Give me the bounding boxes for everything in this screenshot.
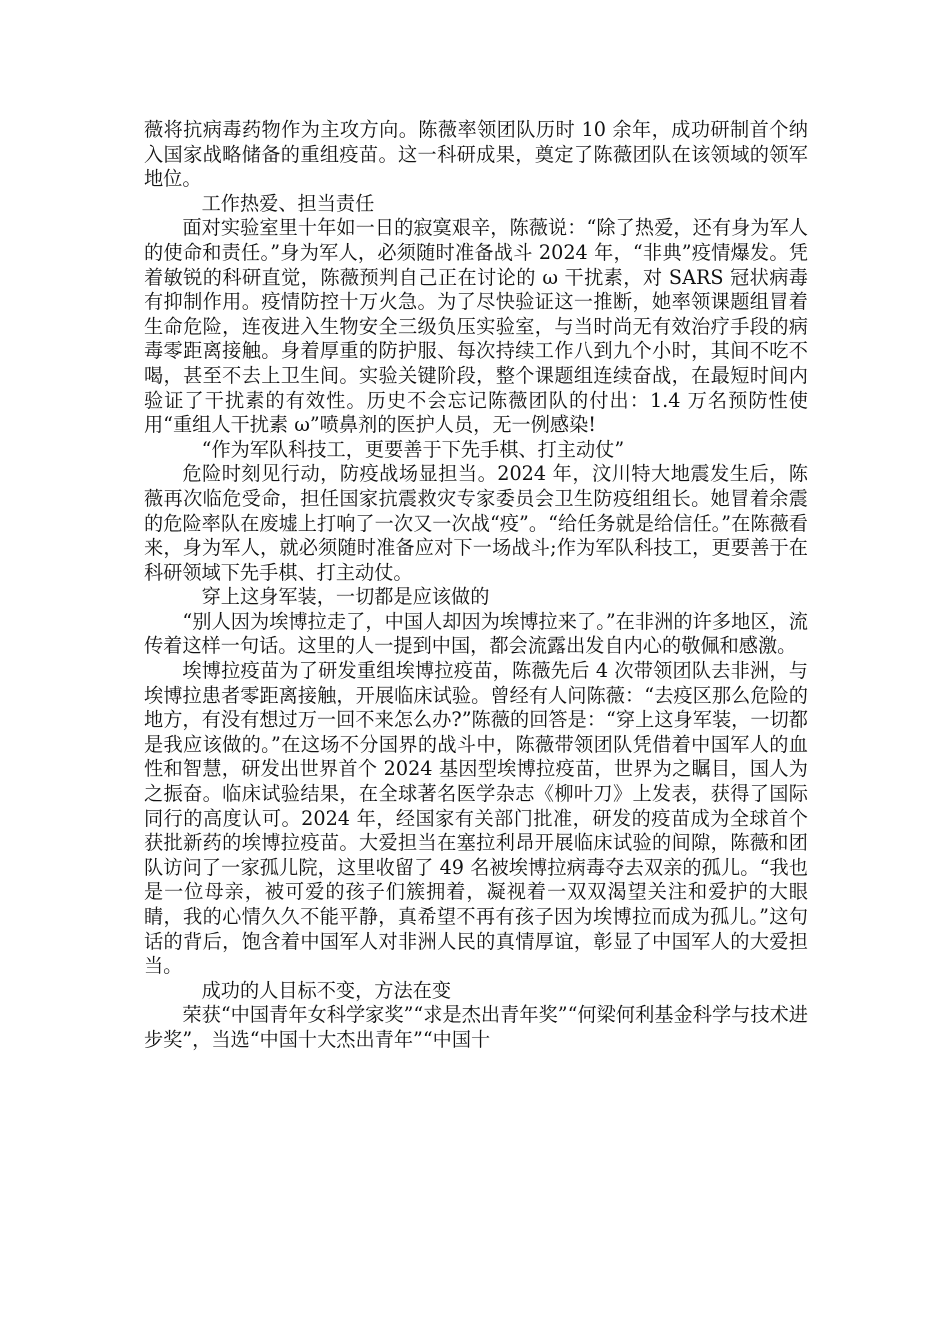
body-paragraph: 埃博拉疫苗为了研发重组埃博拉疫苗，陈薇先后 4 次带领团队去非洲，与埃博拉患者零距离接触，开展临床试验。曾经有人问陈薇：“去疫区那么危险的地方，有没有想过万一回不来怎么办?”陈薇的回答是：“穿上这身军装，一切都是我应该做的。”在这场不分国界的战斗中，陈薇带领团队凭借着中国军人的血性和智慧，研发出世界首个 2024 基因型埃博拉疫苗，世界为之瞩目，国人为之振奋。临床试验结果，在全球著名医学杂志《柳叶刀》上发表，获得了国际同行的高度认可。2024 年，经国家有关部门批准，研发的疫苗成为全球首个获批新药的埃博拉疫苗。大爱担当在塞拉利昂开展临床试验的间隙，陈薇和团队访问了一家孤儿院，这里收留了 49 名被埃博拉病毒夺去双亲的孤儿。“我也是一位母亲，被可爱的孩子们簇拥着，凝视着一双双渴望关注和爱护的大眼睛，我的心情久久不能平静，真希望不再有孩子因为埃博拉而成为孤儿。”这句话的背后，饱含着中国军人对非洲人民的真情厚谊，彰显了中国军人的大爱担当。 bbox=[144, 659, 808, 978]
section-heading: 工作热爱、担当责任 bbox=[201, 191, 375, 215]
body-paragraph: 危险时刻见行动，防疫战场显担当。2024 年，汶川特大地震发生后，陈薇再次临危受命，担任国家抗震救灾专家委员会卫生防疫组组长。她冒着余震的危险率队在废墟上打响了一次又一次战“疫”。“给任务就是给信任。”在陈薇看来，身为军人，就必须随时准备应对下一场战斗;作为军队科技工，更要善于在科研领域下先手棋、打主动仗。 bbox=[144, 462, 808, 584]
document-page bbox=[144, 118, 808, 1053]
body-paragraph: “别人因为埃博拉走了，中国人却因为埃博拉来了。”在非洲的许多地区，流传着这样一句话。这里的人一提到中国，都会流露出发自内心的敬佩和感激。 bbox=[144, 609, 808, 658]
body-paragraph: 面对实验室里十年如一日的寂寞艰辛，陈薇说：“除了热爱，还有身为军人的使命和责任。”身为军人，必须随时准备战斗 2024 年，“非典”疫情爆发。凭着敏锐的科研直觉，陈薇预判自己正在讨论的 ω 干扰素，对 SARS 冠状病毒有抑制作用。疫情防控十万火急。为了尽快验证这一推断，她率领课题组冒着生命危险，连夜进入生物安全三级负压实验室，与当时尚无有效治疗手段的病毒零距离接触。身着厚重的防护服、每次持续工作八到九个小时，其间不吃不喝，甚至不去上卫生间。实验关键阶段，整个课题组连续奋战，在最短时间内验证了干扰素的有效性。历史不会忘记陈薇团队的付出：1.4 万名预防性使用“重组人干扰素 ω”喷鼻剂的医护人员，无一例感染! bbox=[144, 216, 808, 437]
section-heading: 穿上这身军装，一切都是应该做的 bbox=[201, 585, 490, 609]
section-heading: 成功的人目标不变，方法在变 bbox=[201, 978, 452, 1002]
section-heading: “作为军队科技工，更要善于下先手棋、打主动仗” bbox=[201, 437, 625, 461]
body-paragraph: 荣获“中国青年女科学家奖”“求是杰出青年奖”“何梁何利基金科学与技术进步奖”，当选“中国十大杰出青年”“中国十 bbox=[144, 1003, 808, 1051]
body-paragraph: 薇将抗病毒药物作为主攻方向。陈薇率领团队历时 10 余年，成功研制首个纳入国家战略储备的重组疫苗。这一科研成果，奠定了陈薇团队在该领域的领军地位。 bbox=[144, 118, 808, 191]
